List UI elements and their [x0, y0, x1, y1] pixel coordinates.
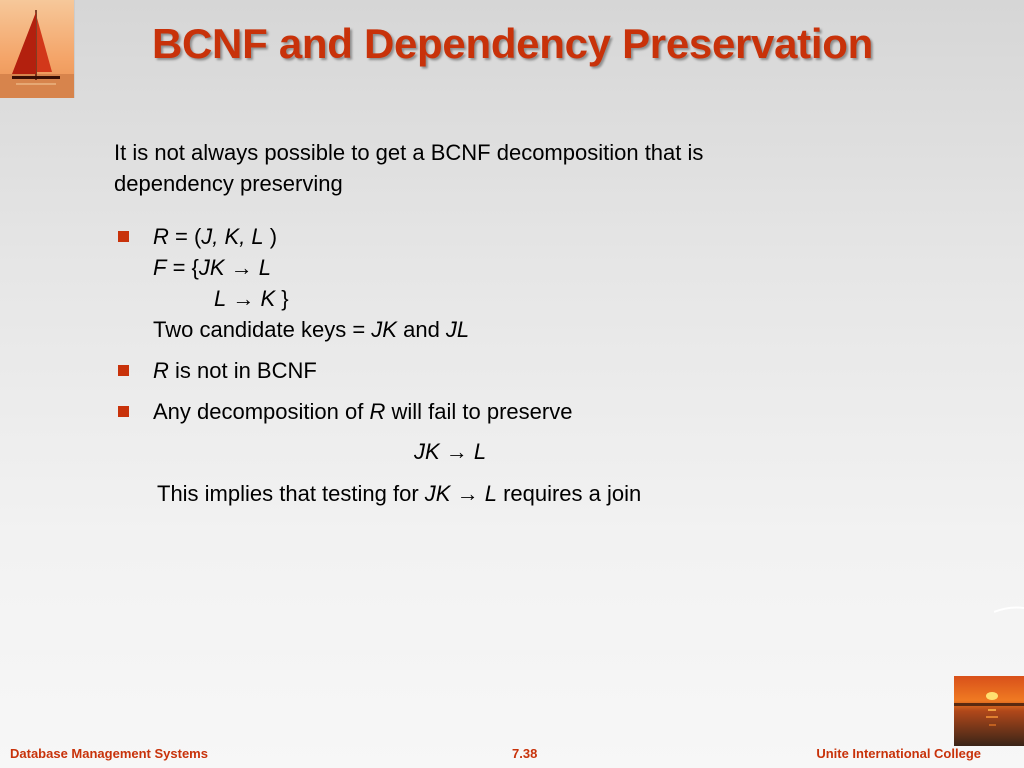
bullet-decomposition: Any decomposition of R will fail to preserve	[114, 396, 874, 427]
candidate-keys-line: Two candidate keys = JK and JL	[153, 317, 470, 342]
square-bullet-icon	[118, 406, 129, 417]
relation-line: R = (J, K, L )	[153, 224, 278, 249]
footer-institution: Unite International College	[816, 746, 981, 761]
fd-line-2: L → K }	[214, 286, 289, 311]
slide-title: BCNF and Dependency Preservation	[152, 20, 873, 67]
sailboat-logo	[0, 0, 75, 98]
bullet-list	[114, 221, 874, 427]
footer-course-name: Database Management Systems	[10, 746, 208, 761]
decorative-swoosh-icon	[994, 606, 1024, 614]
fd-line-1: F = {JK → L	[153, 255, 272, 280]
sunset-image	[954, 676, 1024, 746]
intro-text: It is not always possible to get a BCNF decomposition that is dependency preserving	[114, 140, 704, 196]
square-bullet-icon	[118, 231, 129, 242]
arrow-icon: →	[224, 255, 259, 280]
arrow-icon: →	[450, 481, 485, 506]
join-implication-text: This implies that testing for JK → L requires a join	[157, 481, 642, 506]
bullet-relation-definition	[114, 221, 874, 345]
footer-slide-number: 7.38	[512, 746, 538, 761]
arrow-icon: →	[439, 439, 474, 464]
arrow-icon: →	[226, 286, 261, 311]
bullet-not-bcnf: R is not in BCNF	[114, 355, 874, 386]
dependency-equation: JK → L	[414, 439, 487, 464]
square-bullet-icon	[118, 365, 129, 376]
